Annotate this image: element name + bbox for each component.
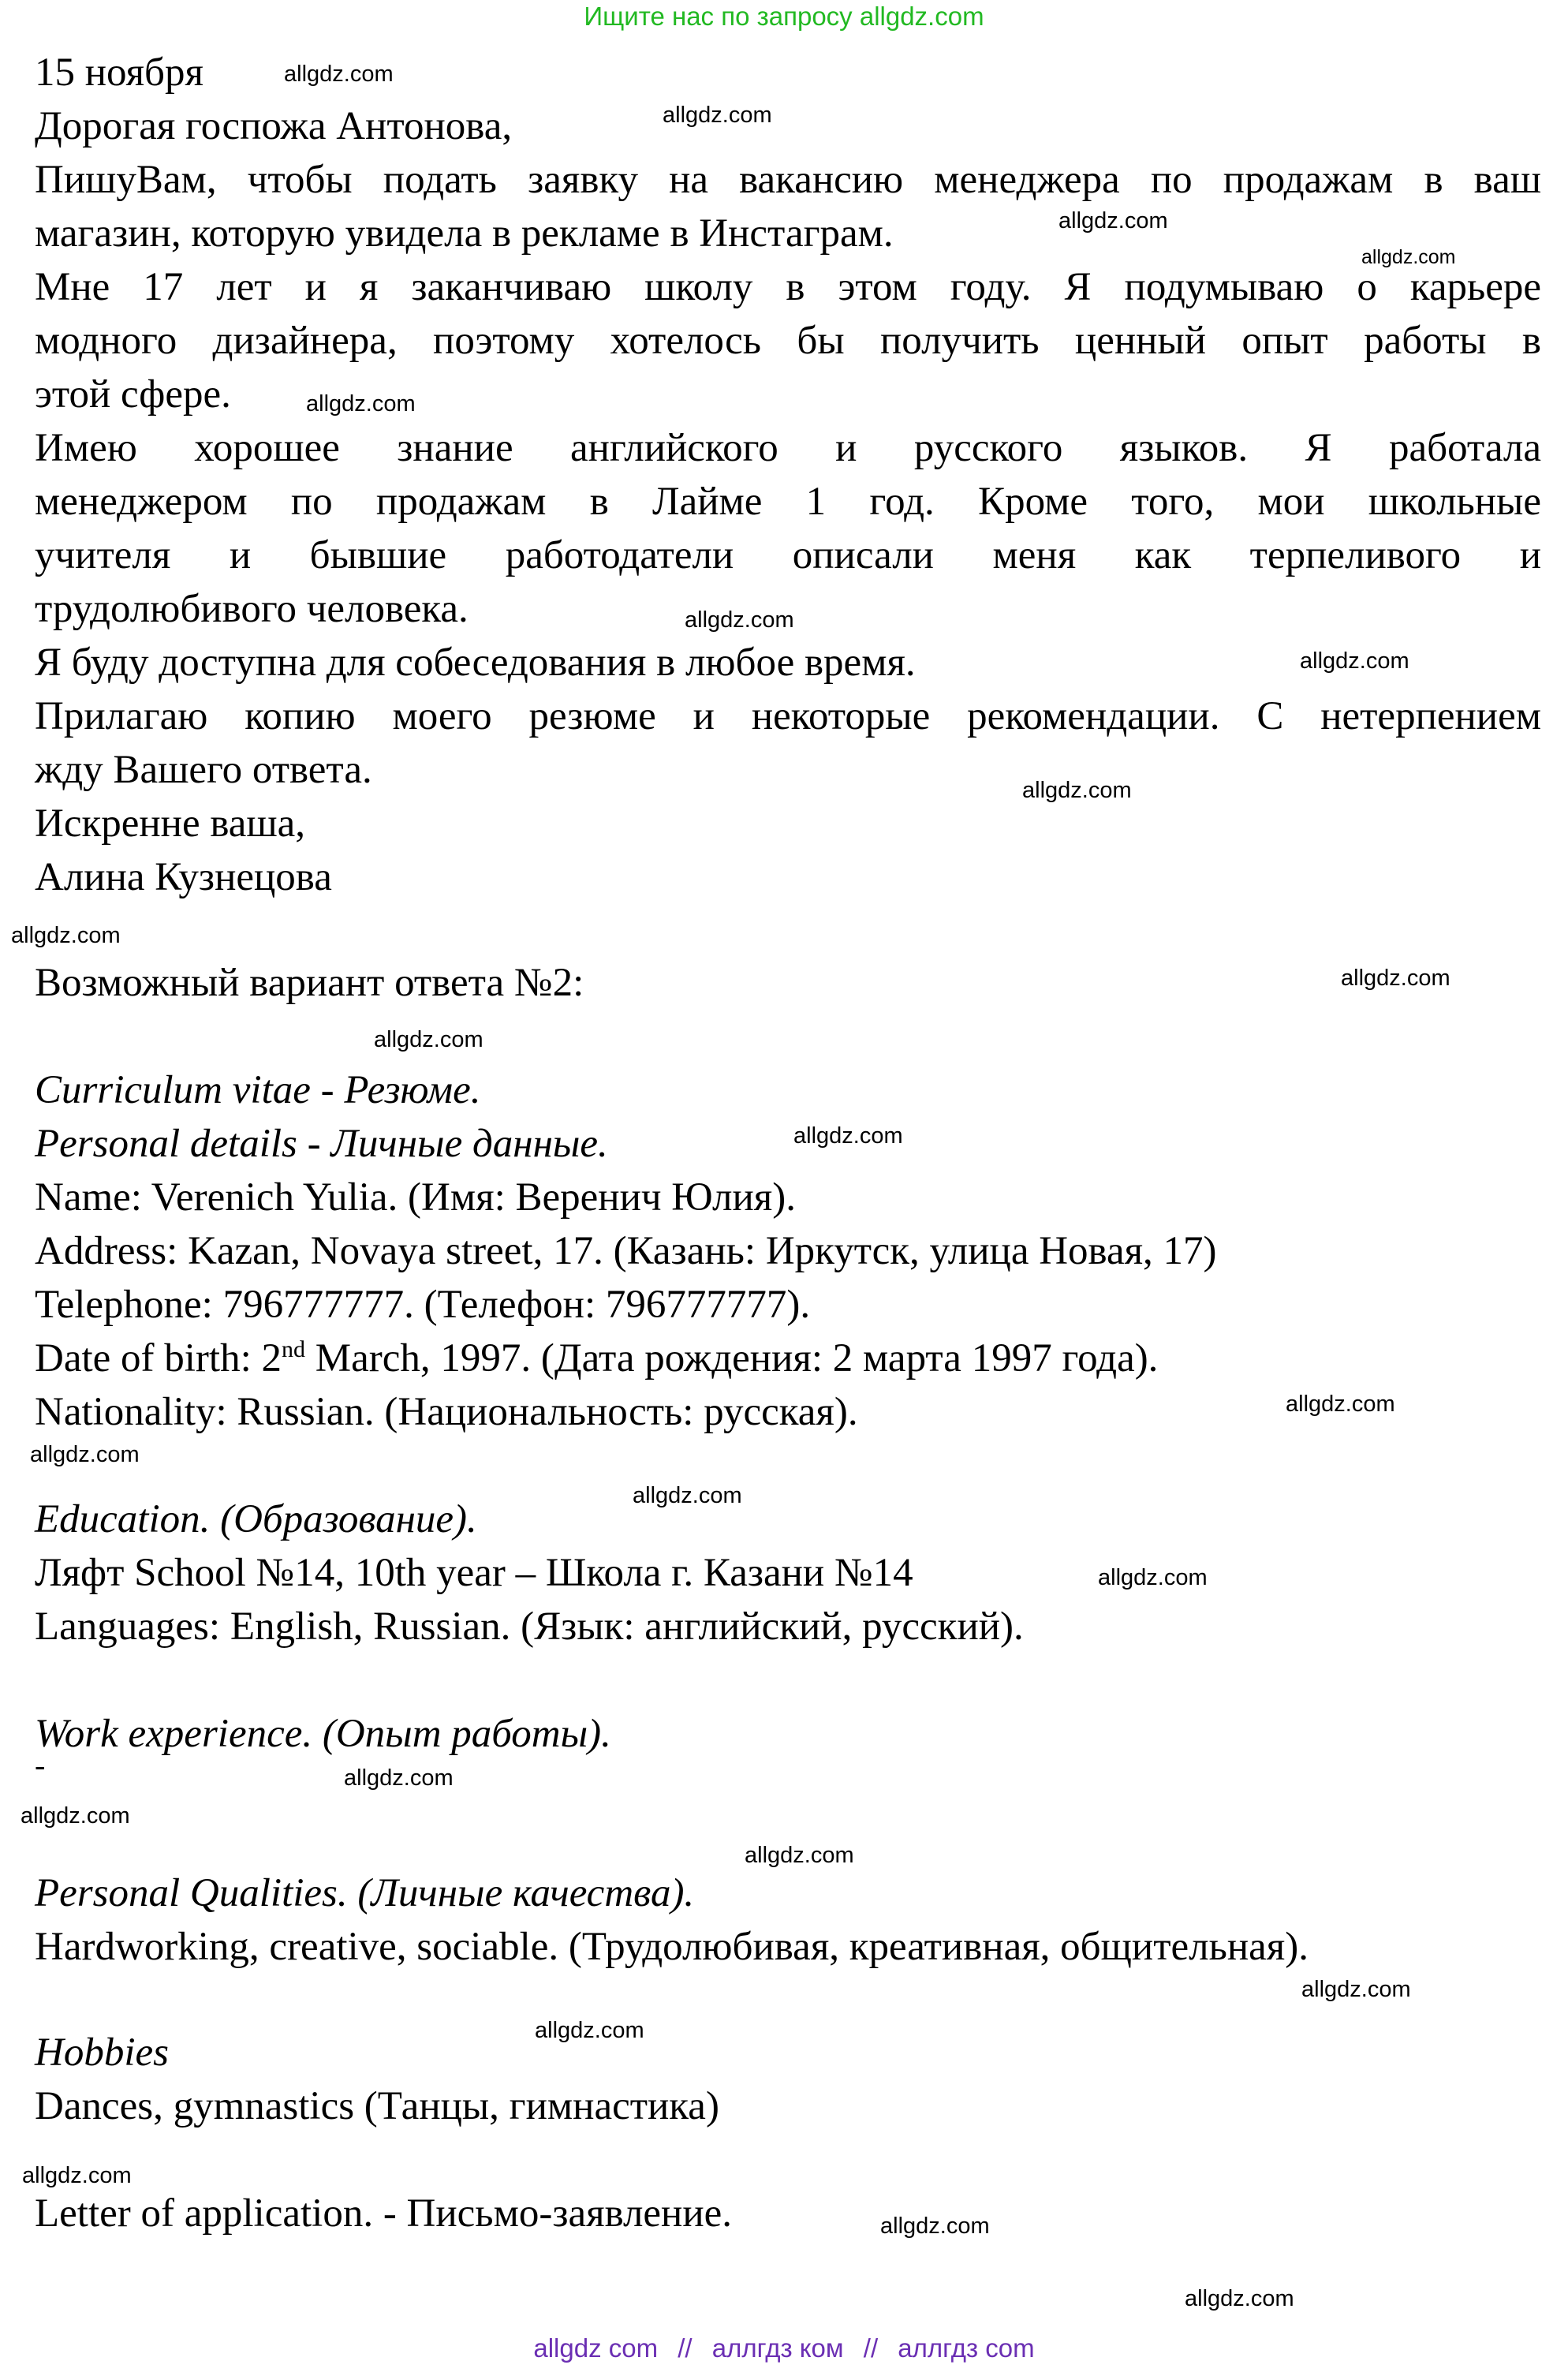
cv-personal-heading: Personal details - Личные данные. [35,1122,608,1166]
cv-school: Ляфт School №14, 10th year – Школа г. Казани №14 [35,1551,913,1595]
watermark: allgdz.com [1301,1977,1411,2002]
watermark: allgdz.com [22,2163,132,2188]
letter-closing: Искренне ваша, [35,801,306,846]
letter-paragraph-line: Мне 17 лет и я заканчиваю школу в этом году. Я подумываю о карьере [35,265,1541,309]
letter-paragraph-line: учителя и бывшие работодатели описали меня как терпеливого и [35,533,1541,577]
letter-paragraph-line: модного дизайнера, поэтому хотелось бы получить ценный опыт работы в [35,319,1541,363]
cv-name: Name: Verenich Yulia. (Имя: Веренич Юлия). [35,1175,796,1220]
cv-hobbies: Dances, gymnastics (Танцы, гимнастика) [35,2084,719,2128]
letter-greeting: Дорогая госпожа Антонова, [35,104,513,148]
watermark: allgdz.com [793,1123,903,1149]
watermark: allgdz.com [1058,208,1168,233]
watermark: allgdz.com [1300,648,1409,674]
watermark: allgdz.com [374,1027,483,1052]
footer-separator: // [863,2333,879,2363]
cv-telephone: Telephone: 796777777. (Телефон: 796777777). [35,1283,811,1327]
watermark: allgdz.com [880,2213,990,2239]
watermark: allgdz.com [1185,2286,1294,2311]
cv-languages: Languages: English, Russian. (Язык: английский, русский). [35,1605,1024,1649]
letter-signature: Алина Кузнецова [35,855,332,899]
footer-link[interactable]: аллгдз com [898,2333,1035,2363]
watermark: allgdz.com [1022,778,1132,803]
variant-heading: Возможный вариант ответа №2: [35,961,584,1005]
letter-paragraph-line: трудолюбивого человека. [35,587,469,631]
letter-paragraph-line: Прилагаю копию моего резюме и некоторые рекомендации. С нетерпением [35,694,1541,738]
cv-qualities-heading: Personal Qualities. (Личные качества). [35,1871,695,1915]
cv-work-value: - [35,1747,46,1783]
watermark: allgdz.com [284,62,394,87]
cv-qualities: Hardworking, creative, sociable. (Трудолюбивая, креативная, общительная). [35,1925,1309,1969]
letter-paragraph-line: Имею хорошее знание английского и русского языков. Я работала [35,426,1541,470]
watermark: allgdz.com [663,103,772,128]
cv-work-heading: Work experience. (Опыт работы). [35,1712,611,1756]
footer-link[interactable]: аллгдз ком [711,2333,844,2363]
watermark: allgdz.com [685,607,794,633]
footer-separator: // [678,2333,693,2363]
footer-links [0,2333,1568,2363]
watermark: allgdz.com [1098,1565,1208,1590]
letter-paragraph-line: этой сфере. [35,372,231,417]
letter-paragraph-line: Я буду доступна для собеседования в любое время. [35,641,916,685]
letter-paragraph-line: магазин, которую увидела в рекламе в Инстаграм. [35,211,894,256]
cv-address: Address: Kazan, Novaya street, 17. (Казань: Иркутск, улица Новая, 17) [35,1229,1217,1273]
cv-nationality: Nationality: Russian. (Национальность: русская). [35,1390,858,1434]
watermark: allgdz.com [30,1442,140,1467]
watermark: allgdz.com [535,2018,644,2043]
site-banner[interactable]: Ищите нас по запросу allgdz.com [584,2,984,31]
watermark: allgdz.com [745,1843,854,1868]
cv-hobbies-heading: Hobbies [35,2030,169,2075]
watermark: allgdz.com [1286,1392,1395,1417]
watermark: allgdz.com [11,923,121,948]
footer-link[interactable]: allgdz com [533,2333,659,2363]
letter-paragraph-line: менеджером по продажам в Лайме 1 год. Кроме того, мои школьные [35,480,1541,524]
watermark: allgdz.com [306,391,416,417]
cv-date-of-birth: Date of birth: 2nd March, 1997. (Дата рождения: 2 марта 1997 года). [35,1336,1159,1380]
letter-paragraph-line: ПишуВам, чтобы подать заявку на вакансию менеджера по продажам в ваш [35,158,1541,202]
cv-letter-heading: Letter of application. - Письмо-заявление. [35,2191,733,2236]
cv-title: Curriculum vitae - Резюме. [35,1068,481,1112]
watermark: allgdz.com [633,1483,742,1508]
watermark: allgdz.com [344,1765,454,1791]
cv-education-heading: Education. (Образование). [35,1497,477,1541]
watermark: allgdz.com [1361,246,1456,268]
letter-date: 15 ноября [35,50,203,95]
watermark: allgdz.com [1341,966,1450,991]
watermark: allgdz.com [21,1803,130,1829]
letter-paragraph-line: жду Вашего ответа. [35,748,372,792]
